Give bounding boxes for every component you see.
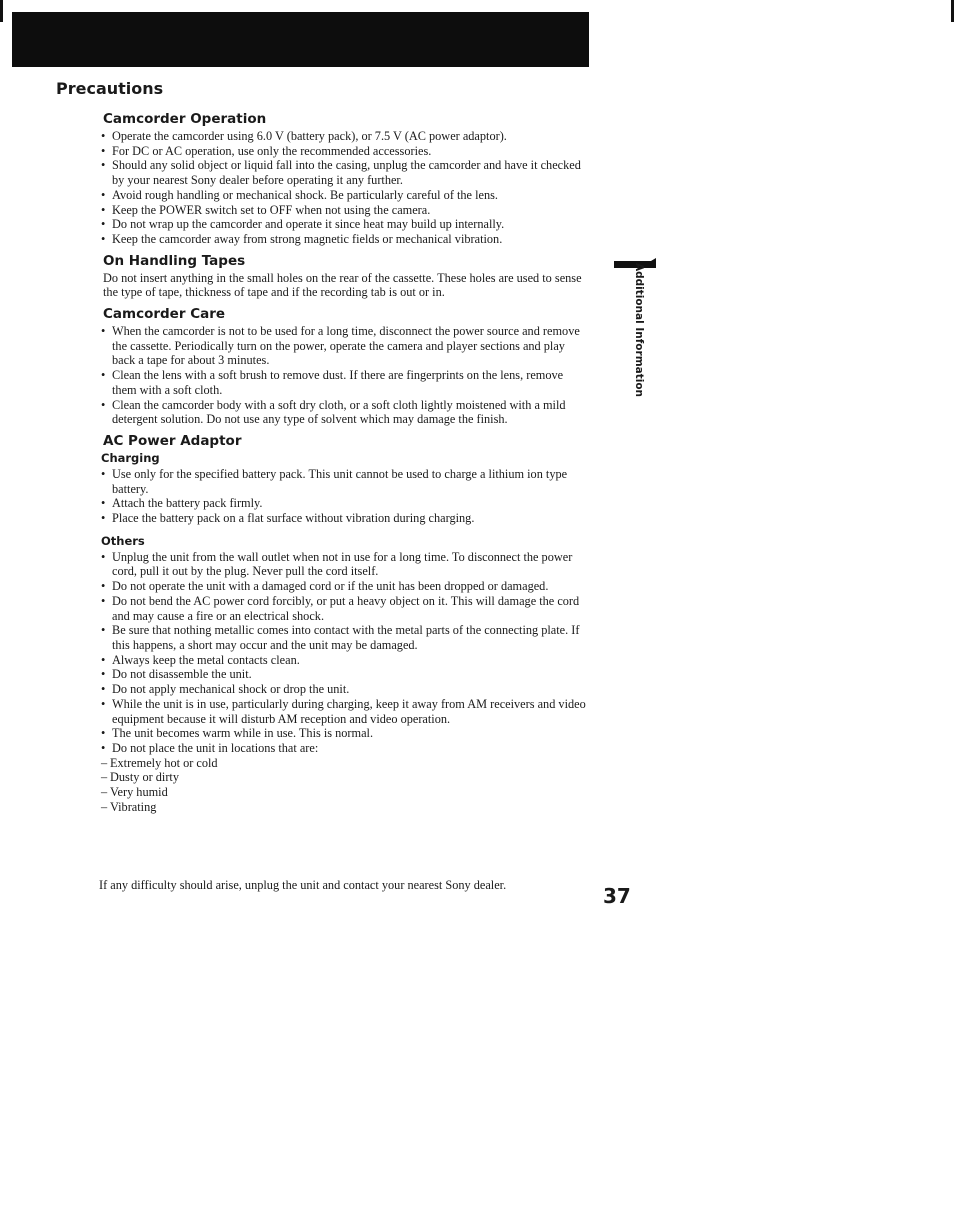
list-item bbox=[100, 511, 590, 526]
section-paragraph: Do not insert anything in the small holes on the rear of the cassette. These holes are used to sense the type of tape, thickness of tape and if the recording tab is out or in. bbox=[103, 270, 582, 300]
dash-icon: – bbox=[101, 799, 108, 814]
section-heading: AC Power Adaptor bbox=[103, 432, 242, 449]
list-item-text: Be sure that nothing metallic comes into contact with the metal parts of the connecting plate. If this happens, a short may occur and the unit may be damaged. bbox=[112, 623, 580, 652]
list-item-text: Should any solid object or liquid fall into the casing, unplug the camcorder and have it checked by your nearest Sony dealer before operating it any further. bbox=[112, 158, 581, 188]
dash-icon: – bbox=[101, 755, 108, 770]
list-item bbox=[100, 579, 590, 594]
page-number: 37 bbox=[603, 884, 631, 908]
bullet-icon: • bbox=[101, 726, 106, 741]
bullet-icon: • bbox=[101, 202, 106, 217]
list-item-text: Always keep the metal contacts clean. bbox=[112, 652, 300, 667]
list-item bbox=[100, 368, 590, 397]
list-item-text: Place the battery pack on a flat surface without vibration during charging. bbox=[112, 511, 475, 526]
section-camcorder-care bbox=[100, 306, 590, 427]
bullet-icon: • bbox=[101, 579, 106, 594]
section-heading: On Handling Tapes bbox=[103, 252, 246, 269]
dash-item bbox=[100, 785, 590, 800]
list-item bbox=[100, 594, 590, 623]
bullet-icon: • bbox=[101, 231, 106, 246]
list-item bbox=[100, 467, 590, 496]
list-item-text: Avoid rough handling or mechanical shock. Be particularly careful of the lens. bbox=[112, 187, 498, 202]
bullet-icon: • bbox=[101, 652, 106, 667]
section-heading: Camcorder Care bbox=[103, 306, 226, 323]
list-item bbox=[100, 496, 590, 511]
bullet-icon: • bbox=[101, 549, 106, 564]
list-item-text: Do not disassemble the unit. bbox=[112, 667, 252, 682]
closing-note: If any difficulty should arise, unplug the unit and contact your nearest Sony dealer. bbox=[99, 878, 507, 892]
subsection-others bbox=[100, 534, 590, 815]
list-item-text: When the camcorder is not to be used for a long time, disconnect the power source and remove the cassette. Periodically turn on the power, operate the camera and player sections and play back a tape for about 3 minutes. bbox=[112, 324, 580, 368]
list-item bbox=[100, 667, 590, 682]
list-item bbox=[100, 232, 590, 247]
bullet-icon: • bbox=[101, 324, 106, 339]
bullet-list bbox=[100, 324, 590, 427]
bullet-icon: • bbox=[101, 496, 106, 511]
bullet-icon: • bbox=[101, 368, 106, 383]
list-item bbox=[100, 217, 590, 232]
list-item-text: Vibrating bbox=[110, 799, 157, 814]
list-item bbox=[100, 697, 590, 726]
list-item-text: Keep the camcorder away from strong magnetic fields or mechanical vibration. bbox=[112, 231, 503, 246]
list-item bbox=[100, 129, 590, 144]
list-item bbox=[100, 682, 590, 697]
list-item bbox=[100, 653, 590, 668]
bullet-icon: • bbox=[101, 623, 106, 638]
side-tab-label: Additional Information bbox=[633, 262, 645, 398]
bullet-list bbox=[100, 467, 590, 526]
subsection-heading: Others bbox=[101, 533, 145, 548]
bullet-list bbox=[100, 550, 590, 756]
dash-icon: – bbox=[101, 785, 108, 800]
side-tab bbox=[614, 254, 660, 398]
list-item-text: For DC or AC operation, use only the recommended accessories. bbox=[112, 143, 432, 158]
list-item-text: Attach the battery pack firmly. bbox=[112, 496, 263, 511]
list-item-text: Clean the lens with a soft brush to remove dust. If there are fingerprints on the lens, remove them with a soft cloth. bbox=[112, 368, 564, 397]
bullet-icon: • bbox=[101, 397, 106, 412]
list-item bbox=[100, 203, 590, 218]
bullet-icon: • bbox=[101, 158, 106, 173]
page-title: Precautions bbox=[56, 79, 164, 98]
list-item bbox=[100, 144, 590, 159]
subsection-charging bbox=[100, 451, 590, 526]
crop-mark-left bbox=[0, 0, 3, 22]
dash-item bbox=[100, 800, 590, 815]
dash-item bbox=[100, 770, 590, 785]
bullet-icon: • bbox=[101, 667, 106, 682]
list-item-text: Use only for the specified battery pack. This unit cannot be used to charge a lithium ion type battery. bbox=[112, 466, 568, 496]
bullet-list bbox=[100, 129, 590, 247]
list-item bbox=[100, 324, 590, 368]
list-item-text: Do not operate the unit with a damaged cord or if the unit has been dropped or damaged. bbox=[112, 579, 549, 594]
list-item-text: Do not place the unit in locations that are: bbox=[112, 740, 319, 755]
list-item-text: Do not apply mechanical shock or drop the unit. bbox=[112, 682, 350, 697]
bullet-icon: • bbox=[101, 187, 106, 202]
list-item-text: Do not wrap up the camcorder and operate it since heat may build up internally. bbox=[112, 217, 505, 232]
list-item bbox=[100, 623, 590, 652]
list-item bbox=[100, 726, 590, 741]
bullet-icon: • bbox=[101, 682, 106, 697]
bullet-icon: • bbox=[101, 217, 106, 232]
list-item bbox=[100, 741, 590, 756]
list-item-text: Keep the POWER switch set to OFF when not using the camera. bbox=[112, 202, 431, 217]
list-item-text: Extremely hot or cold bbox=[110, 755, 218, 770]
list-item bbox=[100, 550, 590, 579]
list-item bbox=[100, 188, 590, 203]
bullet-icon: • bbox=[101, 511, 106, 526]
list-item-text: Very humid bbox=[110, 785, 168, 800]
list-item-text: Clean the camcorder body with a soft dry cloth, or a soft cloth lightly moistened with a mild detergent solution. Do not use any type of solvent which may damage the finish. bbox=[112, 397, 566, 427]
list-item-text: The unit becomes warm while in use. This is normal. bbox=[112, 726, 374, 741]
list-item bbox=[100, 398, 590, 427]
list-item-text: While the unit is in use, particularly during charging, keep it away from AM receivers and video equipment because it will disturb AM reception and video operation. bbox=[112, 696, 586, 726]
content-column bbox=[100, 111, 590, 822]
bullet-icon: • bbox=[101, 696, 106, 711]
dash-item bbox=[100, 756, 590, 771]
list-item-text: Do not bend the AC power cord forcibly, or put a heavy object on it. This will damage the cord and may cause a fire or an electrical shock. bbox=[112, 593, 580, 623]
dash-list bbox=[100, 756, 590, 815]
bullet-icon: • bbox=[101, 740, 106, 755]
bullet-icon: • bbox=[101, 143, 106, 158]
section-heading: Camcorder Operation bbox=[103, 111, 267, 127]
list-item-text: Unplug the unit from the wall outlet when not in use for a long time. To disconnect the power cord, pull it out by the plug. Never pull the cord itself. bbox=[112, 549, 573, 579]
bullet-icon: • bbox=[101, 593, 106, 608]
list-item-text: Dusty or dirty bbox=[110, 770, 179, 785]
subsection-heading: Charging bbox=[101, 450, 160, 465]
list-item bbox=[100, 158, 590, 187]
header-bar bbox=[12, 12, 589, 67]
bullet-icon: • bbox=[101, 129, 106, 143]
section-ac-power-adaptor bbox=[100, 433, 590, 814]
dash-icon: – bbox=[101, 770, 108, 785]
list-item-text: Operate the camcorder using 6.0 V (battery pack), or 7.5 V (AC power adaptor). bbox=[112, 129, 507, 143]
bullet-icon: • bbox=[101, 466, 106, 481]
section-handling-tapes bbox=[100, 253, 590, 300]
section-camcorder-operation bbox=[100, 111, 590, 247]
